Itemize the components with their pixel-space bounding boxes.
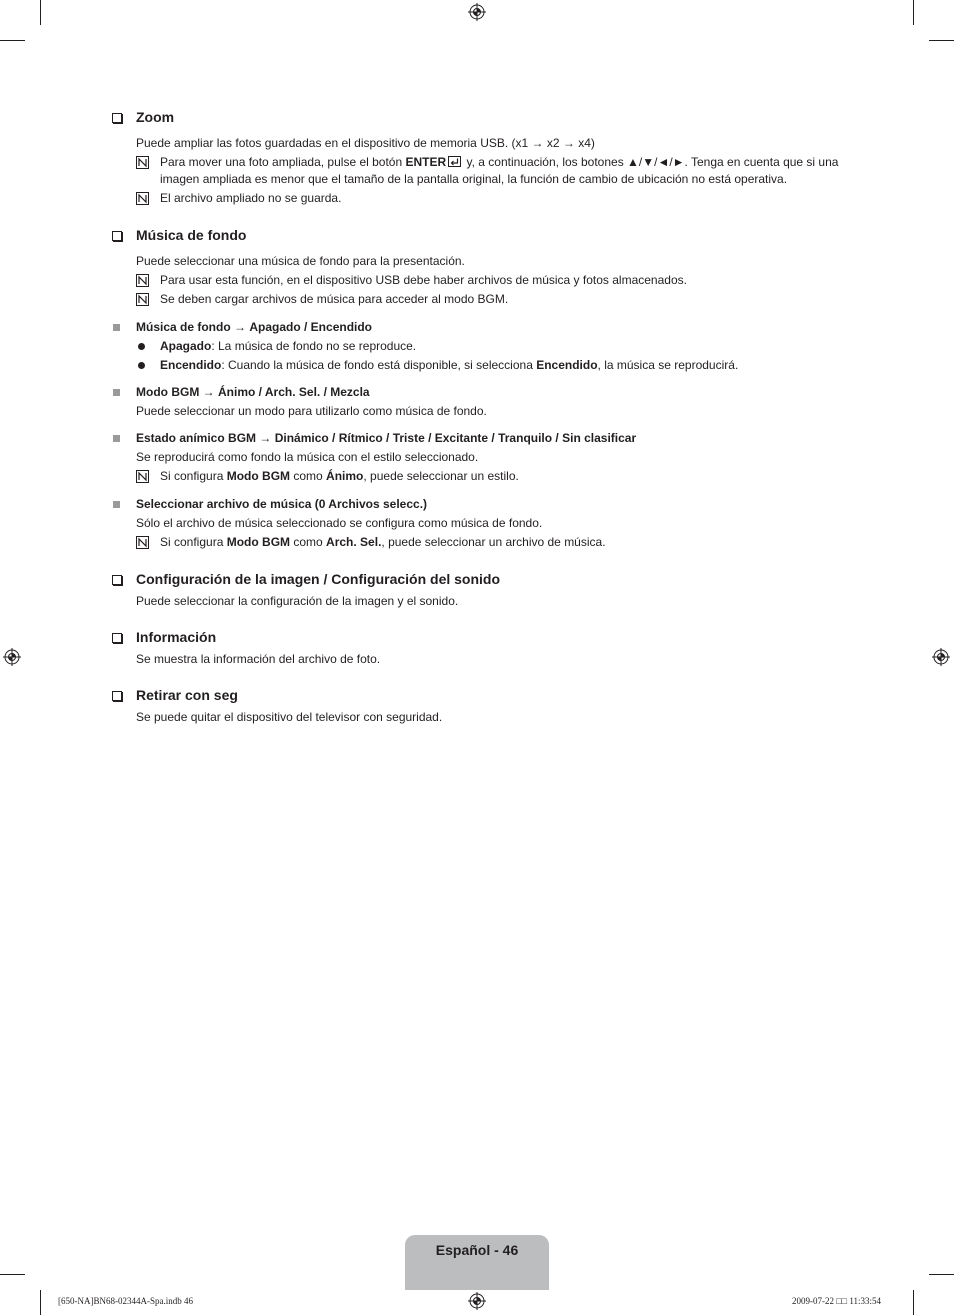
note-icon	[136, 470, 149, 483]
square-bullet-icon	[113, 324, 120, 331]
config-description: Puede seleccionar la configuración de la imagen y el sonido.	[136, 594, 459, 608]
checkbox-bullet-icon	[112, 113, 122, 123]
bullet-apagado: Apagado: La música de fondo no se reproduce.	[110, 337, 840, 356]
checkbox-bullet-icon	[112, 633, 122, 643]
note-zoom-move: Para mover una foto ampliada, pulse el botón ENTER y, a continuación, los botones ▲/▼/◄/►. Tenga en cuenta que si una imagen ampliada es menor que el tamaño de la pantalla original, la función de cambio de ubicación no está operativa.	[110, 154, 840, 188]
section-title-config: Configuración de la imagen / Configuración del sonido	[110, 570, 840, 588]
zoom-description: Puede ampliar las fotos guardadas en el dispositivo de memoria USB. (x1 → x2 → x4)	[136, 136, 595, 150]
crop-mark	[929, 1274, 954, 1275]
note-zoom-not-saved: El archivo ampliado no se guarda.	[110, 190, 840, 207]
note-icon	[136, 293, 149, 306]
subsection-bgm-mode: Modo BGM → Ánimo / Arch. Sel. / Mezcla	[110, 383, 840, 402]
print-timestamp: 2009-07-22 □□ 11:33:54	[792, 1296, 882, 1306]
note-icon	[136, 156, 149, 169]
registration-mark-icon	[468, 3, 486, 21]
crop-mark	[929, 40, 954, 41]
bullet-dot-icon	[138, 343, 145, 350]
checkbox-bullet-icon	[112, 691, 122, 701]
registration-mark-icon	[932, 648, 950, 666]
checkbox-bullet-icon	[112, 575, 122, 585]
bgm-mood-description: Se reproducirá como fondo la música con el estilo seleccionado.	[136, 450, 479, 464]
crop-mark	[40, 1290, 41, 1315]
section-title-zoom: Zoom	[110, 108, 840, 126]
note-music-usb: Para usar esta función, en el dispositivo USB debe haber archivos de música y fotos almacenados.	[110, 272, 840, 289]
select-music-description: Sólo el archivo de música seleccionado se configura como música de fondo.	[136, 516, 543, 530]
square-bullet-icon	[113, 501, 120, 508]
section-title-remove: Retirar con seg	[110, 686, 840, 704]
note-select-music: Si configura Modo BGM como Arch. Sel., puede seleccionar un archivo de música.	[110, 534, 840, 551]
registration-mark-icon	[468, 1292, 486, 1310]
subsection-bgm-mood: Estado anímico BGM → Dinámico / Rítmico / Triste / Excitante / Tranquilo / Sin clasificar	[110, 429, 840, 448]
section-title-info: Información	[110, 628, 840, 646]
file-info: [650-NA]BN68-02344A-Spa.indb 46	[58, 1296, 193, 1306]
checkbox-bullet-icon	[112, 231, 122, 241]
note-icon	[136, 274, 149, 287]
crop-mark	[40, 0, 41, 25]
bullet-encendido: Encendido: Cuando la música de fondo está disponible, si selecciona Encendido, la música se reproducirá.	[110, 356, 840, 375]
crop-mark	[0, 40, 25, 41]
note-bgm-mood: Si configura Modo BGM como Ánimo, puede seleccionar un estilo.	[110, 468, 840, 485]
crop-mark	[0, 1274, 25, 1275]
crop-mark	[913, 1290, 914, 1315]
manual-content	[110, 108, 840, 727]
bullet-dot-icon	[138, 362, 145, 369]
crop-mark	[913, 0, 914, 25]
subsection-music-toggle: Música de fondo → Apagado / Encendido	[110, 318, 840, 337]
note-music-bgm: Se deben cargar archivos de música para acceder al modo BGM.	[110, 291, 840, 308]
note-icon	[136, 192, 149, 205]
remove-description: Se puede quitar el dispositivo del televisor con seguridad.	[136, 710, 443, 724]
page-number-tab	[405, 1235, 549, 1290]
square-bullet-icon	[113, 389, 120, 396]
section-title-music: Música de fondo	[110, 226, 840, 244]
page-number-label: Español - 46	[435, 1242, 519, 1258]
registration-mark-icon	[3, 648, 21, 666]
subsection-select-music-file: Seleccionar archivo de música (0 Archivos selecc.)	[110, 495, 840, 514]
note-icon	[136, 536, 149, 549]
bgm-mode-description: Puede seleccionar un modo para utilizarlo como música de fondo.	[136, 404, 487, 418]
info-description: Se muestra la información del archivo de foto.	[136, 652, 381, 666]
square-bullet-icon	[113, 435, 120, 442]
enter-icon	[448, 156, 461, 167]
music-description: Puede seleccionar una música de fondo para la presentación.	[136, 254, 465, 268]
